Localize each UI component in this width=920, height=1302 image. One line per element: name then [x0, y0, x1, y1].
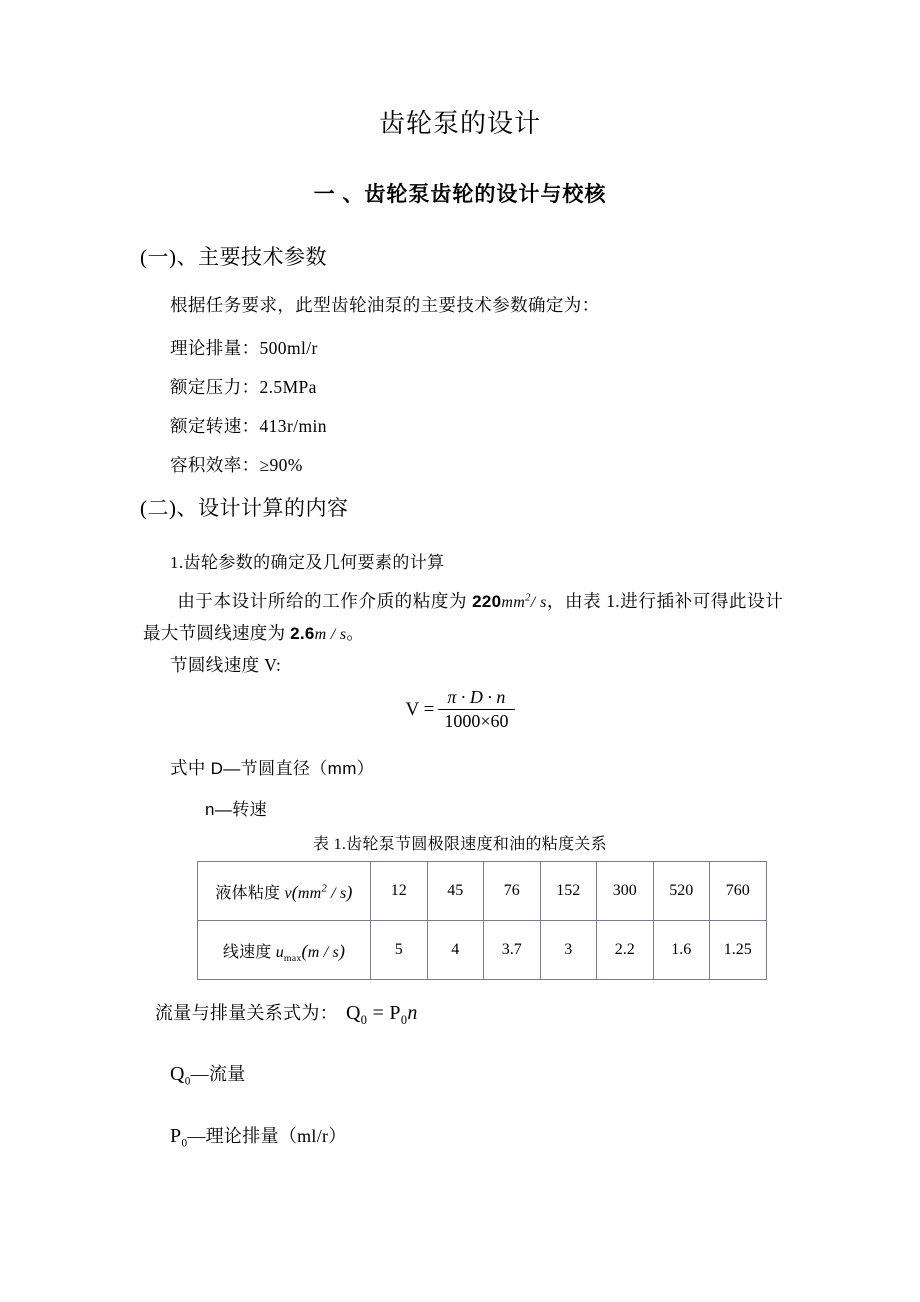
table-cell: 45: [427, 862, 484, 921]
viscosity-unit-rest: / s: [326, 884, 347, 902]
calc-paragraph: [143, 586, 783, 650]
row-header-viscosity-label: 液体粘度: [215, 884, 285, 902]
max-pitch-speed-value: 2.6: [290, 624, 315, 643]
flow-symbol-q: Q: [346, 1002, 361, 1024]
flow-symbol-q-subscript: 0: [360, 1013, 368, 1027]
speed-unit-base: m / s: [307, 943, 339, 961]
table-cell: 4: [427, 921, 484, 980]
table-cell: 520: [653, 862, 710, 921]
pitch-velocity-label: 节圆线速度 V:: [170, 655, 282, 675]
table-cell: 300: [597, 862, 654, 921]
def-q-description: —流量: [190, 1064, 246, 1084]
table-cell: 76: [484, 862, 541, 921]
pitch-velocity-formula: [0, 687, 920, 732]
paragraph-text-part3: 。: [346, 623, 365, 643]
viscosity-unit-exponent-cell: 2: [321, 883, 327, 895]
table-cell: 1.25: [710, 921, 767, 980]
param-item-volumetric-efficiency: 容积效率：≥90%: [170, 455, 303, 475]
paragraph-text-part1: 由于本设计所给的工作介质的粘度为: [177, 591, 473, 611]
def-p-subscript: 0: [181, 1137, 188, 1150]
formula-numerator: π · D · n: [447, 687, 506, 707]
param-item-rated-pressure: 额定压力：2.5MPa: [170, 377, 317, 397]
def-q-symbol: Q: [170, 1063, 185, 1085]
table-row: [198, 921, 767, 980]
flow-symbol-p-subscript: 0: [400, 1013, 408, 1027]
row-header-speed-label: 线速度: [222, 943, 276, 961]
def-p-symbol: P: [170, 1125, 182, 1147]
table-cell: 2.2: [597, 921, 654, 980]
row-header-linear-speed: [198, 921, 371, 980]
flow-symbol-n: n: [407, 1002, 418, 1024]
flow-equals-p: = P: [367, 1002, 401, 1024]
viscosity-unit-denominator: / s: [530, 594, 547, 611]
section-heading: 一 、齿轮泵齿轮的设计与校核: [313, 183, 607, 206]
speed-symbol-subscript: max: [283, 952, 302, 964]
table-cell: 3.7: [484, 921, 541, 980]
table-row: [198, 862, 767, 921]
symbol-definition-n: n—转速: [205, 800, 268, 819]
symbol-definition-d: [170, 754, 374, 780]
formula-denominator: 1000×60: [444, 711, 509, 731]
viscosity-unit-base: mm: [501, 594, 526, 611]
param-item-theoretical-displacement: 理论排量：500ml/r: [170, 338, 318, 358]
calc-subitem-1: 1.齿轮参数的确定及几何要素的计算: [170, 553, 445, 572]
subsection-heading-params: (一)、主要技术参数: [140, 245, 327, 269]
table-cell: 152: [540, 862, 597, 921]
paragraph-text-part2: ，由表 1.进行插补可得此设计最大节圆线速度为: [143, 591, 783, 643]
flow-relation-label: 流量与排量关系式为：: [155, 1003, 338, 1023]
def-q-subscript: 0: [184, 1075, 191, 1088]
param-item-rated-speed: 额定转速：413r/min: [170, 416, 327, 436]
table-cell: 12: [371, 862, 428, 921]
viscosity-value: 220: [472, 592, 502, 611]
formula-left-hand-side: V =: [405, 698, 435, 720]
speed-unit-open: (: [301, 940, 308, 961]
viscosity-symbol: ν: [284, 884, 292, 902]
symbol-d: D: [210, 759, 224, 778]
page-title: 齿轮泵的设计: [378, 108, 541, 138]
row-header-viscosity: [198, 862, 371, 921]
viscosity-unit-close: ): [346, 881, 353, 902]
def-p-description: —理论排量（ml/r）: [187, 1126, 347, 1146]
viscosity-unit-base-cell: mm: [297, 884, 322, 902]
definition-q0: [170, 1060, 246, 1086]
definition-p0: [170, 1122, 347, 1148]
table-cell: 1.6: [653, 921, 710, 980]
viscosity-unit-exponent: 2: [525, 592, 531, 604]
table-cell: 760: [710, 862, 767, 921]
symbol-d-description: —节圆直径（mm）: [223, 759, 375, 778]
formula-fraction: [438, 687, 514, 732]
params-intro: 根据任务要求，此型齿轮油泵的主要技术参数确定为：: [170, 295, 600, 315]
table-cell: 3: [540, 921, 597, 980]
speed-unit-close: ): [338, 940, 346, 961]
flow-displacement-relation: [155, 999, 418, 1025]
viscosity-unit-open: (: [291, 881, 298, 902]
viscosity-speed-table: [197, 861, 767, 980]
table-caption: 表 1.齿轮泵节圆极限速度和油的粘度关系: [312, 836, 607, 853]
where-prefix: 式中: [170, 758, 211, 778]
max-pitch-speed-unit: m / s: [314, 626, 347, 643]
subsection-heading-calc: (二)、设计计算的内容: [140, 496, 349, 520]
speed-symbol: u: [275, 943, 284, 961]
table-cell: 5: [371, 921, 428, 980]
